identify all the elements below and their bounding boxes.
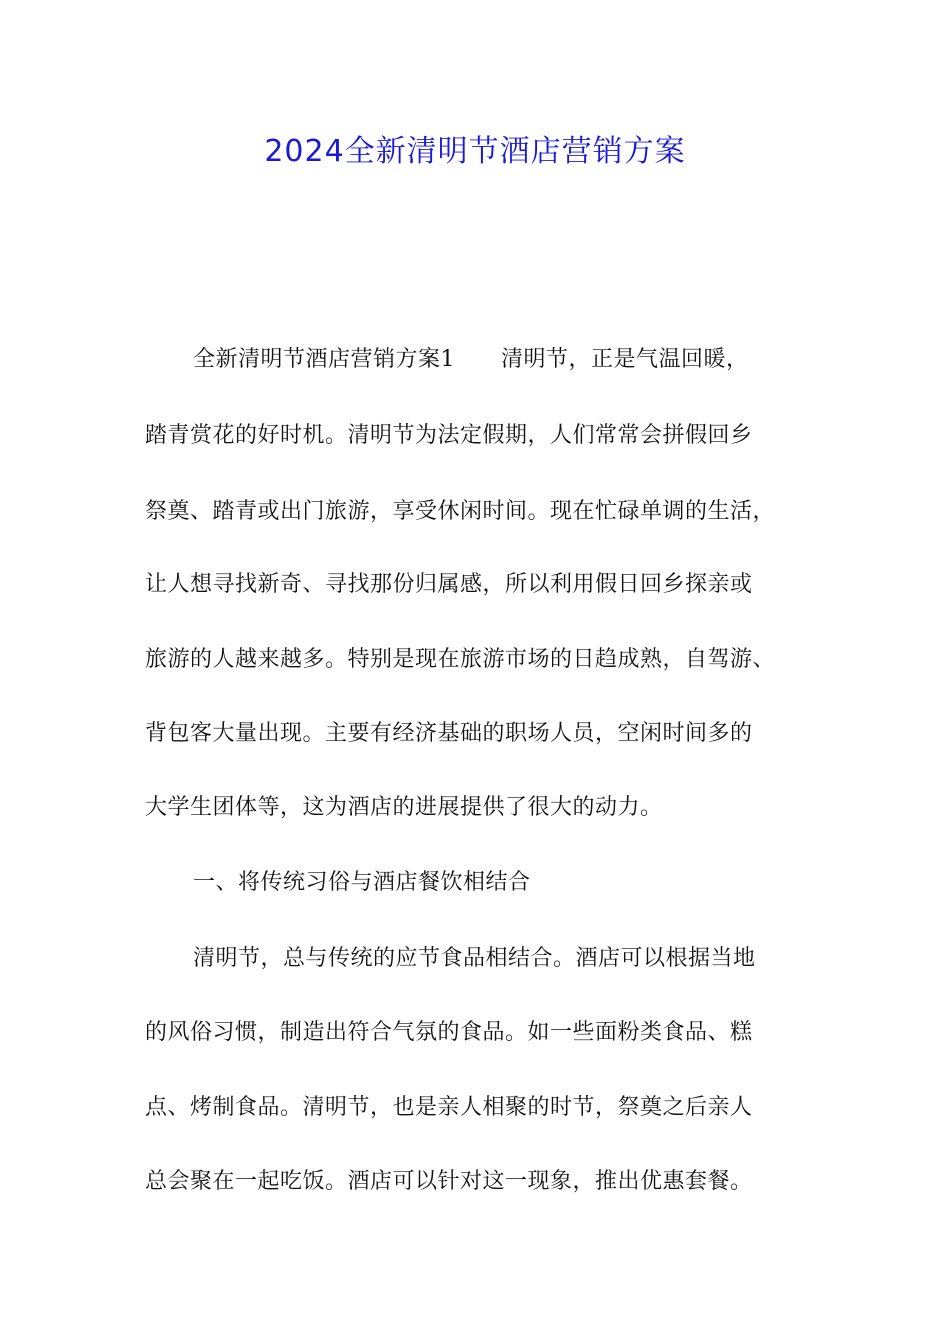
paragraph-line: 总会聚在一起吃饭。酒店可以针对这一现象，推出优惠套餐。	[145, 1169, 753, 1194]
document-title: 2024全新清明节酒店营销方案	[264, 134, 686, 169]
section-heading: 全新清明节酒店营销方案1	[193, 347, 455, 372]
paragraph-line: 清明节，总与传统的应节食品相结合。酒店可以根据当地	[193, 946, 756, 971]
paragraph-line	[193, 345, 749, 375]
paragraph-line: 让人想寻找新奇、寻找那份归属感，所以利用假日回乡探亲或	[145, 572, 753, 597]
paragraph-line: 背包客大量出现。主要有经济基础的职场人员，空闲时间多的	[145, 721, 753, 746]
section-heading: 一、将传统习俗与酒店餐饮相结合	[193, 870, 531, 895]
paragraph-line: 踏青赏花的好时机。清明节为法定假期，人们常常会拼假回乡	[145, 423, 753, 448]
paragraph-line: 祭奠、踏青或出门旅游，享受休闲时间。现在忙碌单调的生活，	[145, 499, 776, 524]
paragraph-line: 旅游的人越来越多。特别是现在旅游市场的日趋成熟，自驾游、	[145, 647, 776, 672]
paragraph-line: 大学生团体等，这为酒店的进展提供了很大的动力。	[145, 795, 663, 820]
paragraph-line: 的风俗习惯，制造出符合气氛的食品。如一些面粉类食品、糕	[145, 1020, 753, 1045]
paragraph-text: 清明节，正是气温回暖，	[501, 347, 749, 372]
paragraph-line: 点、烤制食品。清明节，也是亲人相聚的时节，祭奠之后亲人	[145, 1095, 753, 1120]
